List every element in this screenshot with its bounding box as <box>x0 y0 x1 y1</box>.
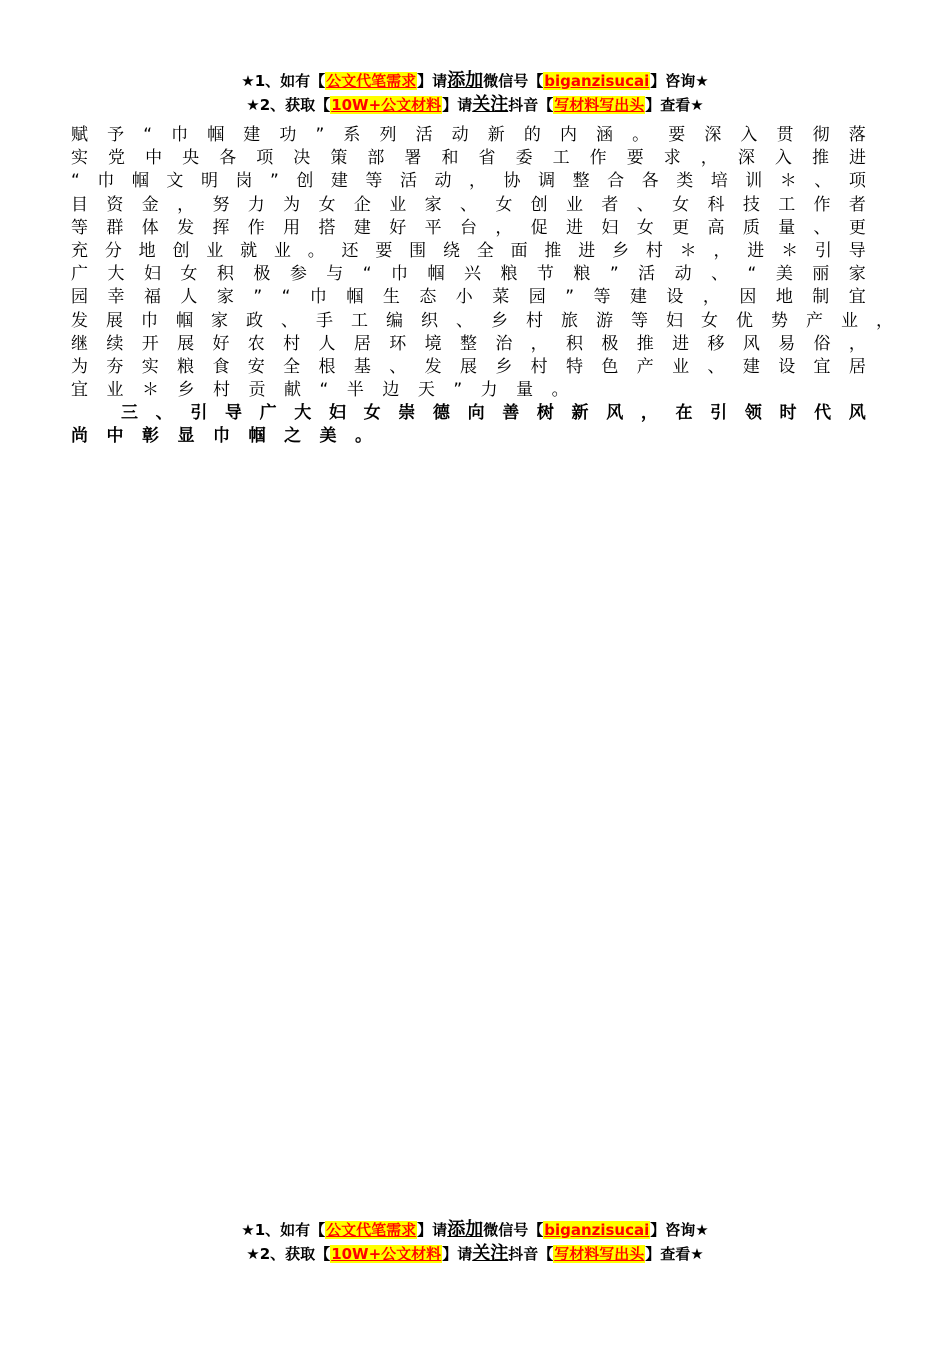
emphasis-text: 添加 <box>447 70 484 91</box>
highlight-text: 写材料写出头 <box>554 96 645 114</box>
paragraph-line: 赋 予 “ 巾 帼 建 功 ” 系 列 活 动 新 的 内 涵 。 要 深 入 贯 彻 落 <box>71 125 866 145</box>
emphasis-text: 添加 <box>447 1219 484 1240</box>
banner-text: ★2、获取【 <box>246 1245 331 1263</box>
top-banner <box>0 69 950 117</box>
paragraph-line: 园 幸 福 人 家 ” “ 巾 帼 生 态 小 菜 园 ” 等 建 设 ， 因 地 制 宜 <box>71 287 866 308</box>
banner-text: 】咨询★ <box>650 72 709 90</box>
paragraph-line: 继 续 开 展 好 农 村 人 居 环 境 整 治 ， 积 极 推 进 移 风 易 俗 ， <box>71 333 866 354</box>
paragraph-line: 实 党 中 央 各 项 决 策 部 署 和 省 委 工 作 要 求 ， 深 入 推 进 <box>71 148 866 169</box>
paragraph-line: 为 夯 实 粮 食 安 全 根 基 、 发 展 乡 村 特 色 产 业 、 建 设 宜 居 <box>71 356 866 377</box>
paragraph-line: 充 分 地 创 业 就 业 。 还 要 围 绕 全 面 推 进 乡 村 ＊ ， 进 ＊ 引 导 <box>71 240 866 261</box>
banner-text: 】请 <box>442 1245 473 1263</box>
banner-text: 】查看★ <box>645 1245 704 1263</box>
banner-text: 微信号【 <box>483 1221 544 1239</box>
highlight-text: 10W+公文材料 <box>331 1245 442 1263</box>
paragraph-line: 广 大 妇 女 积 极 参 与 “ 巾 帼 兴 粮 节 粮 ” 活 动 、 “ 美 丽 家 <box>71 264 866 285</box>
paragraph-line: 等 群 体 发 挥 作 用 搭 建 好 平 台 ， 促 进 妇 女 更 高 质 量 、 更 <box>71 217 866 238</box>
banner-text: 】请 <box>417 1221 448 1239</box>
banner-line-1 <box>0 1218 950 1242</box>
banner-text: ★2、获取【 <box>246 96 331 114</box>
highlight-text: 10W+公文材料 <box>331 96 442 114</box>
banner-text: ★1、如有【 <box>241 1221 326 1239</box>
banner-text: 】咨询★ <box>650 1221 709 1239</box>
banner-text: 】请 <box>442 96 473 114</box>
banner-text: 微信号【 <box>483 72 544 90</box>
banner-line-2 <box>0 1242 950 1266</box>
highlight-text: 公文代笔需求 <box>326 72 417 90</box>
banner-text: 抖音【 <box>508 1245 554 1263</box>
banner-text: 】查看★ <box>645 96 704 114</box>
document-body <box>71 124 893 449</box>
paragraph-line: 宜 业 ＊ 乡 村 贡 献 “ 半 边 天 ” 力 量 。 <box>71 380 569 401</box>
highlight-text: biganzisucai <box>544 72 650 90</box>
highlight-text: 写材料写出头 <box>554 1245 645 1263</box>
highlight-text: biganzisucai <box>544 1221 650 1239</box>
banner-text: 】请 <box>417 72 448 90</box>
paragraph-line: 目 资 金 ， 努 力 为 女 企 业 家 、 女 创 业 者 、 女 科 技 工 作 者 <box>71 194 866 215</box>
banner-text: ★1、如有【 <box>241 72 326 90</box>
banner-line-1 <box>0 69 950 93</box>
highlight-text: 公文代笔需求 <box>326 1221 417 1239</box>
banner-text: 抖音【 <box>508 96 554 114</box>
bottom-banner <box>0 1218 950 1266</box>
emphasis-text: 关注 <box>472 1243 509 1264</box>
section-heading-line: 尚 中 彰 显 巾 帼 之 美 。 <box>71 426 372 447</box>
emphasis-text: 关注 <box>472 94 509 115</box>
section-heading-line: 三 、 引 导 广 大 妇 女 崇 德 向 善 树 新 风 ， 在 引 领 时 代 风 <box>121 403 866 424</box>
paragraph-line: 发 展 巾 帼 家 政 、 手 工 编 织 、 乡 村 旅 游 等 妇 女 优 势 产 业 ， <box>71 310 893 331</box>
banner-line-2 <box>0 93 950 117</box>
paragraph-line: “ 巾 帼 文 明 岗 ” 创 建 等 活 动 ， 协 调 整 合 各 类 培 训 ＊ 、 项 <box>71 171 866 192</box>
